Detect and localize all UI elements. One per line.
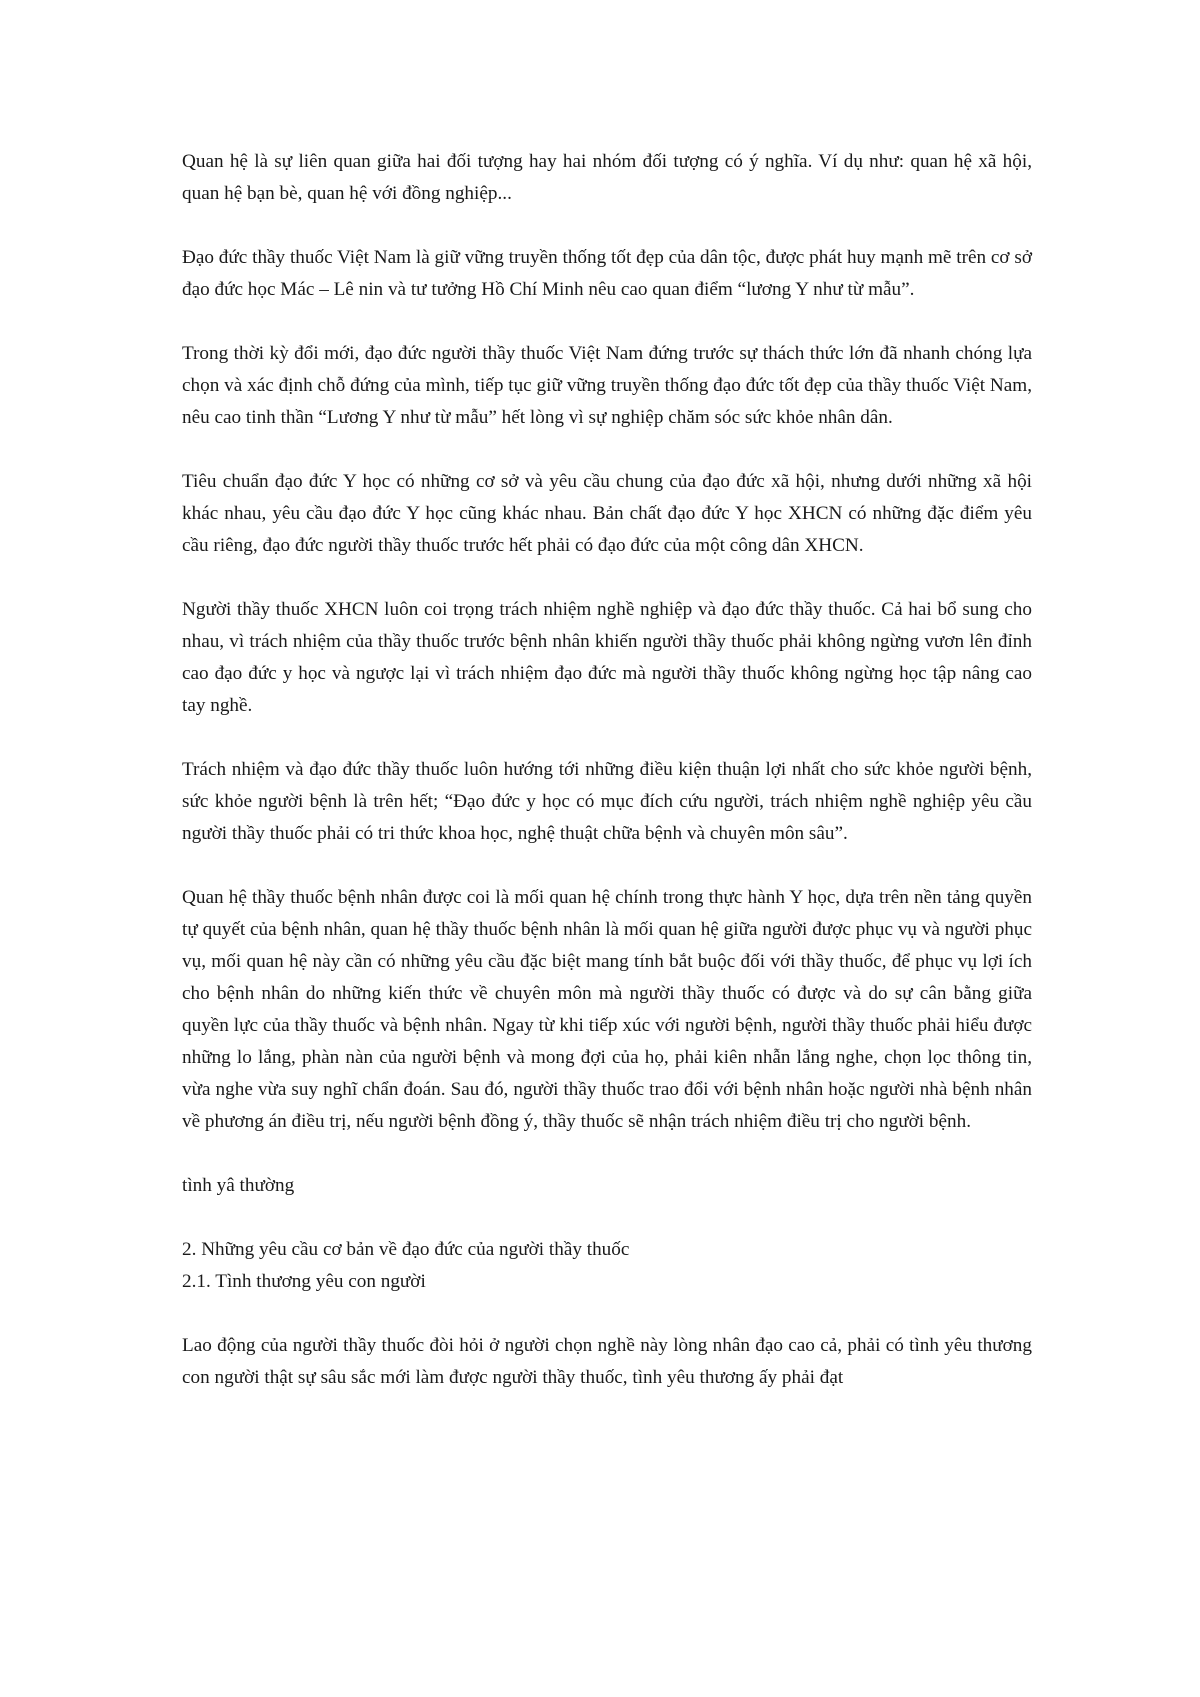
paragraph-patient-health-priority: Trách nhiệm và đạo đức thầy thuốc luôn hướng tới những điều kiện thuận lợi nhất cho sức khỏe người bệnh, sức khỏe người bệnh là trên hết; “Đạo đức y học có mục đích cứu người, trách nhiệm nghề nghiệp yêu cầu người thầy thuốc phải có tri thức khoa học, nghệ thuật chữa bệnh và chuyên môn sâu”. xyxy=(182,759,1032,844)
paragraph-medical-ethics-standards: Tiêu chuẩn đạo đức Y học có những cơ sở và yêu cầu chung của đạo đức xã hội, nhưng dưới những xã hội khác nhau, yêu cầu đạo đức Y học cũng khác nhau. Bản chất đạo đức Y học XHCN có những đặc điểm yêu cầu riêng, đạo đức người thầy thuốc trước hết phải có đạo đức của một công dân XHCN. xyxy=(182,471,1032,556)
paragraph-professional-responsibility: Người thầy thuốc XHCN luôn coi trọng trách nhiệm nghề nghiệp và đạo đức thầy thuốc. Cả hai bổ sung cho nhau, vì trách nhiệm của thầy thuốc trước bệnh nhân khiến người thầy thuốc phải không ngừng vươn lên đỉnh cao đạo đức y học và ngược lại vì trách nhiệm đạo đức mà người thầy thuốc không ngừng học tập nâng cao tay nghề. xyxy=(182,599,1032,716)
paragraph-renovation-period: Trong thời kỳ đổi mới, đạo đức người thầy thuốc Việt Nam đứng trước sự thách thức lớn đã nhanh chóng lựa chọn và xác định chỗ đứng của mình, tiếp tục giữ vững truyền thống đạo đức tốt đẹp của thầy thuốc Việt Nam, nêu cao tinh thần “Lương Y như từ mẫu” hết lòng vì sự nghiệp chăm sóc sức khỏe nhân dân. xyxy=(182,343,1032,428)
paragraph-fragment: tình yâ thường xyxy=(182,1175,295,1196)
paragraph-vietnamese-doctor-ethics: Đạo đức thầy thuốc Việt Nam là giữ vững truyền thống tốt đẹp của dân tộc, được phát huy mạnh mẽ trên cơ sở đạo đức học Mác – Lê nin và tư tưởng Hồ Chí Minh nêu cao quan điểm “lương Y như từ mẫu”. xyxy=(182,247,1032,300)
section-heading: 2. Những yêu cầu cơ bản về đạo đức của người thầy thuốc xyxy=(182,1239,630,1260)
document-body xyxy=(182,146,1032,1394)
paragraph-relationship-definition: Quan hệ là sự liên quan giữa hai đối tượng hay hai nhóm đối tượng có ý nghĩa. Ví dụ như: quan hệ xã hội, quan hệ bạn bè, quan hệ với đồng nghiệp... xyxy=(182,151,1032,204)
subsection-heading: 2.1. Tình thương yêu con người xyxy=(182,1271,426,1292)
paragraph-love-for-people: Lao động của người thầy thuốc đòi hỏi ở người chọn nghề này lòng nhân đạo cao cả, phải có tình yêu thương con người thật sự sâu sắc mới làm được người thầy thuốc, tình yêu thương ấy phải đạt xyxy=(182,1335,1032,1388)
paragraph-doctor-patient-relationship: Quan hệ thầy thuốc bệnh nhân được coi là mối quan hệ chính trong thực hành Y học, dựa trên nền tảng quyền tự quyết của bệnh nhân, quan hệ thầy thuốc bệnh nhân là mối quan hệ giữa người được phục vụ và người phục vụ, mối quan hệ này cần có những yêu cầu đặc biệt mang tính bắt buộc đối với thầy thuốc, để phục vụ lợi ích cho bệnh nhân do những kiến thức về chuyên môn mà người thầy thuốc có được và do sự cân bằng giữa quyền lực của thầy thuốc và bệnh nhân. Ngay từ khi tiếp xúc với người bệnh, người thầy thuốc phải hiểu được những lo lắng, phàn nàn của người bệnh và mong đợi của họ, phải kiên nhẫn lắng nghe, chọn lọc thông tin, vừa nghe vừa suy nghĩ chẩn đoán. Sau đó, người thầy thuốc trao đổi với bệnh nhân hoặc người nhà bệnh nhân về phương án điều trị, nếu người bệnh đồng ý, thầy thuốc sẽ nhận trách nhiệm điều trị cho người bệnh. xyxy=(182,887,1032,1132)
